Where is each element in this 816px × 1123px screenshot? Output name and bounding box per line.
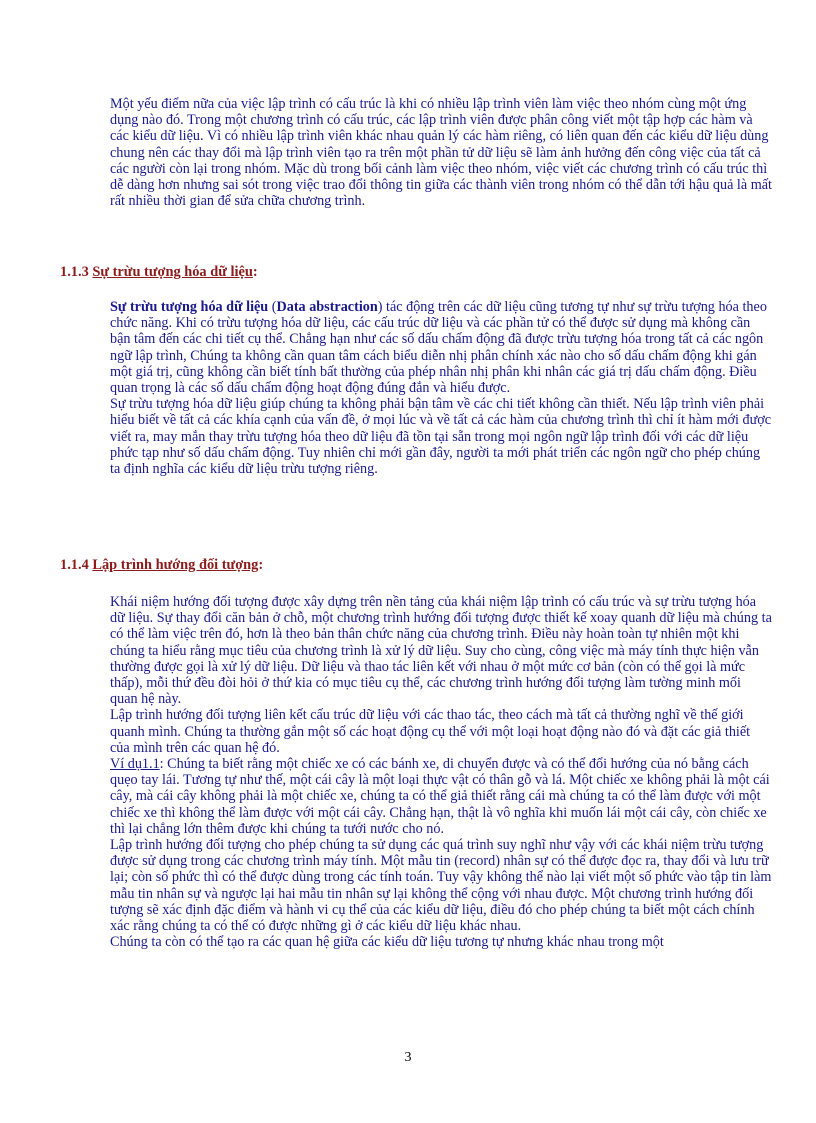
term-en: Data abstraction [276,299,378,315]
section-number: 1.1.3 [60,264,89,280]
section-number: 1.1.4 [60,557,89,573]
section-heading-1-1-4 [60,557,263,574]
section-title: Lập trình hướng đối tượng [92,557,259,573]
intro-text: Một yếu điểm nữa của việc lập trình có cấu trúc là khi có nhiều lập trình viên làm việc theo nhóm cùng một ứng dụng nào đó. Trong một chương trình có cấu trúc, các lập trình viên được phân công viết một tập hợp các hàm và các kiểu dữ liệu. Vì có nhiều lập trình viên khác nhau quản lý các hàm riêng, có liên quan đến các kiểu dữ liệu dùng chung nên các thay đổi mà lập trình viên tạo ra trên một phần tử dữ liệu sẽ làm ảnh hưởng đến công việc của tất cả các người còn lại trong nhóm. Mặc dù trong bối cảnh làm việc theo nhóm, việc viết các chương trình có cấu trúc thì dễ dàng hơn nhưng sai sót trong việc trao đổi thông tin giữa các thành viên trong nhóm có thể dẫn tới hậu quả là mất rất nhiều thời gian để sửa chữa chương trình. [110,96,772,210]
intro-paragraph [110,96,772,209]
section-1-1-3-body [110,299,772,477]
paragraph-example [110,756,772,837]
page-number: 3 [404,1050,412,1065]
example-label: Ví dụ1.1 [110,756,160,773]
paragraph-open-paren: ( [268,299,277,315]
paragraph-relations: Chúng ta còn có thể tạo ra các quan hệ giữa các kiểu dữ liệu tương tự nhưng khác nhau trong một [110,934,664,951]
example-text: : Chúng ta biết rằng một chiếc xe có các bánh xe, di chuyển được và có thể đổi hướng của nó bằng cách quẹo tay lái. Tương tự như thế, một cái cây là một loại thực vật có thân gỗ và lá. Một chiếc xe không phải là một cái cây, mà cái cây không phải là một chiếc xe, chúng ta có thể giả thiết rằng cái mà chúng ta có thể làm được với một chiếc xe thì không thể làm được với một cái cây. Chẳng hạn, thật là vô nghĩa khi muốn lái một cái cây, còn chiếc xe thì lại chẳng lớn thêm được khi chúng ta tưới nước cho nó. [110,756,770,837]
term-vi: Sự trừu tượng hóa dữ liệu [110,299,269,315]
paragraph-text: ) tác động trên các dữ liệu cũng tương tự như sự trừu tượng hóa theo chức năng. Khi có trừu tượng hóa dữ liệu, các cấu trúc dữ liệu và các phần tử có thể được sử dụng mà không cần bận tâm đến các chi tiết cụ thể. Chẳng hạn như các số dấu chấm động đã được trừu tượng hóa trong tất cả các ngôn ngữ lập trình, Chúng ta không cần quan tâm cách biểu diễn nhị phân chính xác nào cho số dấu chấm động khi gán một giá trị, cũng không cần biết tính bất thường của phép nhân nhị phân khi nhân các giá trị dấu chấm động. Điều quan trọng là các số dấu chấm động hoạt động đúng đắn và hiểu được. [110,299,767,397]
paragraph-abstraction-benefit: Sự trừu tượng hóa dữ liệu giúp chúng ta không phải bận tâm về các chi tiết không cần thiết. Nếu lập trình viên phải hiểu biết về tất cả các khía cạnh của vấn đề, ở mọi lúc và về tất cả các hàm của chương trình thì chỉ ít hàm mới được viết ra, may mắn thay trừu tượng hóa theo dữ liệu đã tồn tại sẵn trong mọi ngôn ngữ lập trình đối với các dữ liệu phức tạp như số dấu chấm động. Tuy nhiên chỉ mới gần đây, người ta mới phát triển các ngôn ngữ cho phép chúng ta định nghĩa các kiểu dữ liệu trừu tượng riêng. [110,396,772,478]
paragraph-oop-thinking: Lập trình hướng đối tượng cho phép chúng ta sử dụng các quá trình suy nghĩ như vậy với các khái niệm trừu tượng được sử dụng trong các chương trình máy tính. Một mẫu tin (record) nhân sự có thể được đọc ra, thay đổi và lưu trữ lại; còn số phức thì có thể được dùng trong các tính toán. Tuy vậy không thể nào lại viết một số phức vào tập tin làm mẫu tin nhân sự và ngược lại hai mẫu tin nhân sự lại không thể cộng với nhau được. Một chương trình hướng đối tượng sẽ xác định đặc điểm và hành vi cụ thể của các kiểu dữ liệu, điều đó cho phép chúng ta biết một cách chính xác rằng chúng ta có thể có được những gì ở các kiểu dữ liệu khác nhau. [110,837,772,935]
paragraph-oop-links: Lập trình hướng đối tượng liên kết cấu trúc dữ liệu với các thao tác, theo cách mà tất cả thường nghĩ về thế giới quanh mình. Chúng ta thường gắn một số các hoạt động cụ thể với một loại hoạt động nào đó và đặt các giả thiết của mình trên các quan hệ đó. [110,707,751,756]
section-colon: : [252,264,258,280]
section-heading-1-1-3 [60,264,258,281]
section-colon: : [258,557,264,573]
paragraph-data-abstraction [110,299,772,396]
section-1-1-4-body [110,594,772,950]
paragraph-oop-concept: Khái niệm hướng đối tượng được xây dựng trên nền tảng của khái niệm lập trình có cấu trúc và sự trừu tượng hóa dữ liệu. Sự thay đổi căn bản ở chỗ, một chương trình hướng đối tượng được thiết kế xoay quanh dữ liệu mà chúng ta có thể làm việc trên đó, hơn là theo bản thân chức năng của chương trình. Điều này hoàn toàn tự nhiên một khi chúng ta hiểu rằng mục tiêu của chương trình là xử lý dữ liệu. Suy cho cùng, công việc mà máy tính thực hiện vẫn thường được gọi là xử lý dữ liệu. Dữ liệu và thao tác liên kết với nhau ở một mức cơ bản (còn có thể gọi là mức thấp), mỗi thứ đều đòi hỏi ở thứ kia có mục tiêu cụ thể, các chương trình hướng đối tượng làm tường minh mối quan hệ này. [110,594,772,708]
section-title: Sự trừu tượng hóa dữ liệu [92,264,253,280]
